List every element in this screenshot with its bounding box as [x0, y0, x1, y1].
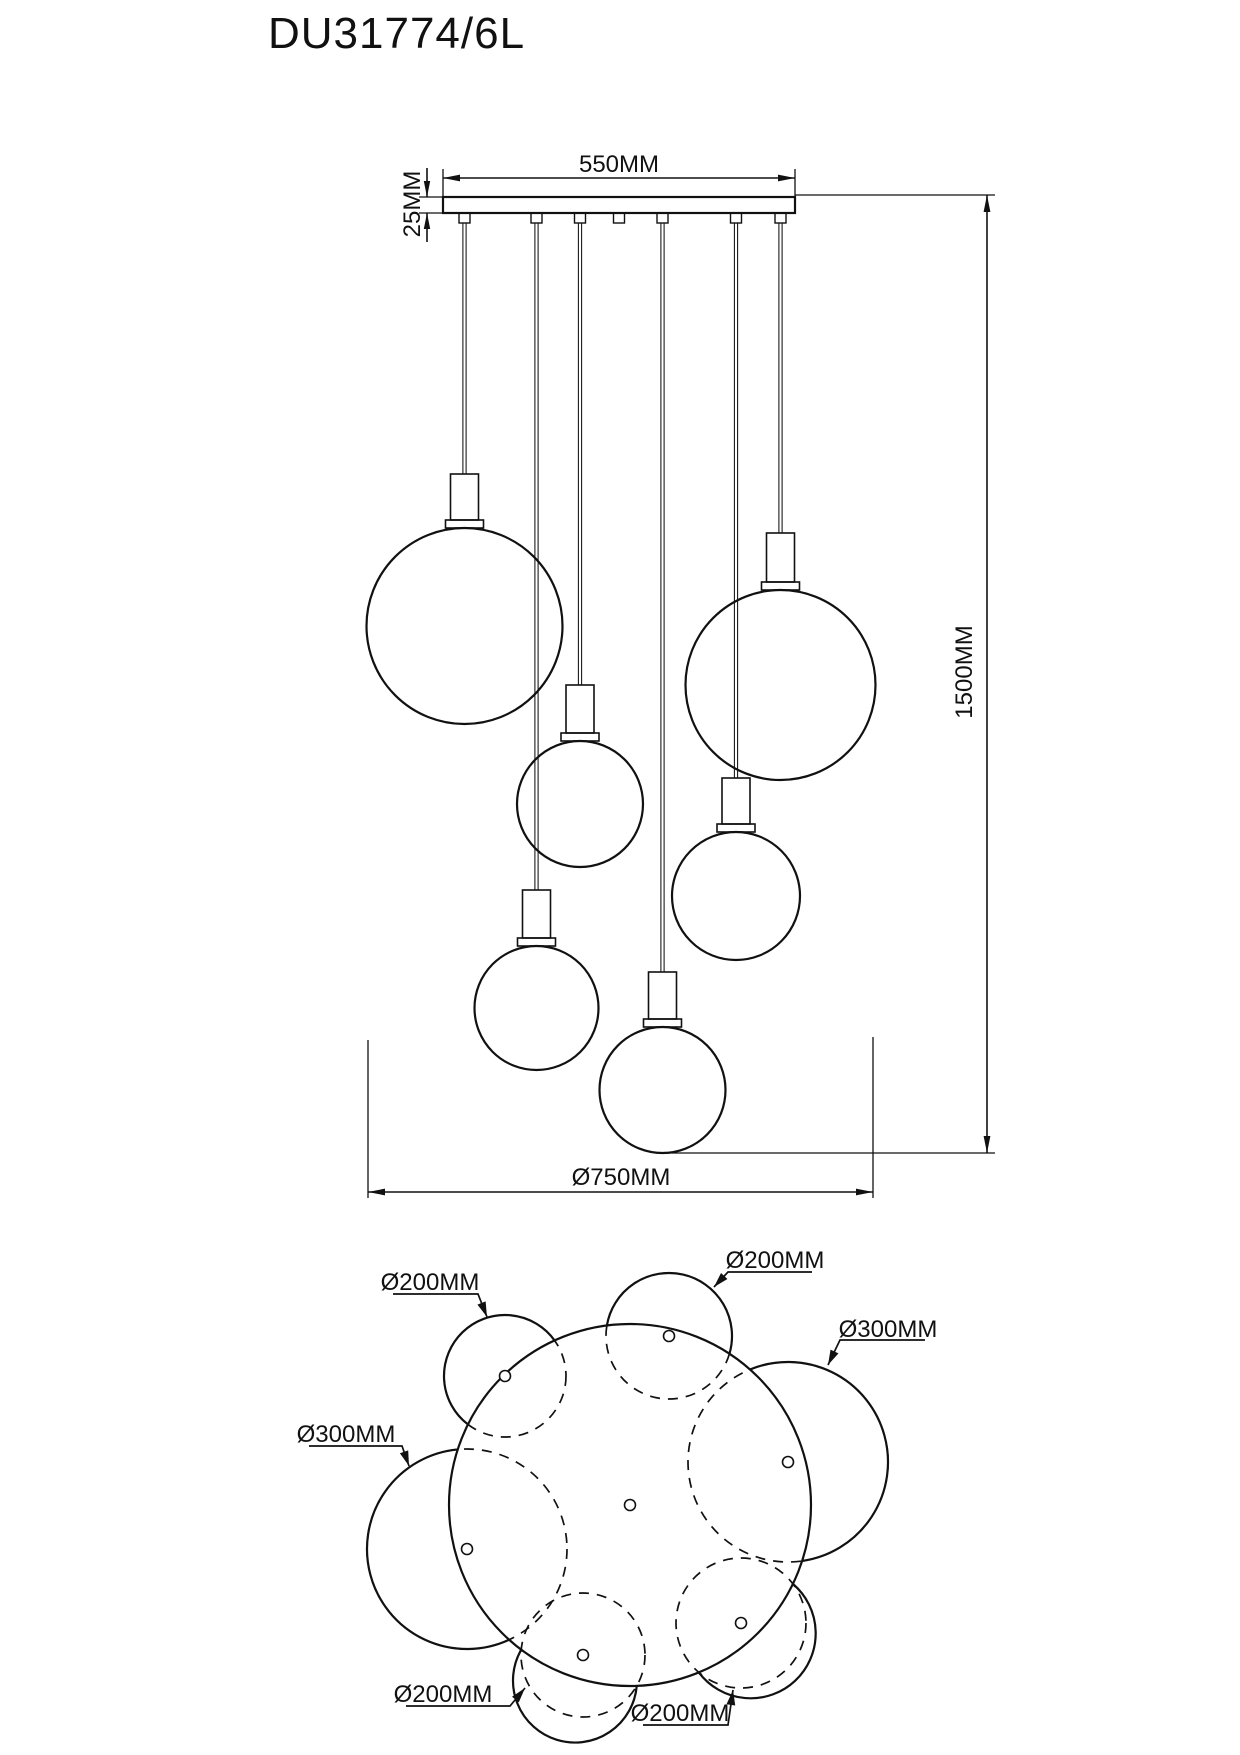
plan-globe-bottom-left-200-cable-hole-dot: [578, 1650, 589, 1661]
leader-left-300-arrowhead: [400, 1450, 409, 1466]
dim-overall-drop-label: 1500MM: [951, 625, 978, 719]
canopy-bar: [443, 197, 795, 213]
plan-label-right-globe: Ø300MM: [838, 1316, 938, 1343]
pendant-5-globe: [672, 832, 800, 960]
pendant-3-globe: [517, 741, 643, 867]
dim-canopy-width-label: 550MM: [578, 151, 660, 178]
cord-stub: [731, 213, 742, 223]
leader-right-300: [828, 1340, 925, 1365]
plan-globe-top-left-200-cable-hole-dot: [500, 1371, 511, 1382]
pendant-5-socket-collar: [717, 824, 755, 832]
dim-spread-diameter-label: Ø750MM: [571, 1164, 671, 1191]
dim-arrow-1500-down: [984, 1136, 991, 1153]
leader-top-right-200: [714, 1272, 812, 1287]
dim-arrow-750-left: [368, 1189, 385, 1196]
cable-entry-stub: [614, 213, 625, 223]
pendant-6-socket: [767, 533, 795, 582]
plan-globe-bottom-right-200-visible: [699, 1584, 816, 1698]
pendant-5-socket: [722, 778, 750, 824]
pendant-2-socket-collar: [518, 938, 556, 946]
plan-globe-top-right-200-cable-hole-dot: [664, 1331, 675, 1342]
dim-canopy-height-label: 25MM: [399, 170, 426, 238]
dim-arrow-750-right: [856, 1189, 873, 1196]
plan-label-top-right-globe: Ø200MM: [725, 1247, 825, 1274]
pendant-4-socket-collar: [644, 1019, 682, 1027]
dim-arrow-550-right: [778, 175, 795, 182]
plan-label-bottom-left-globe: Ø200MM: [393, 1681, 493, 1708]
plan-label-bottom-right-globe: Ø200MM: [630, 1700, 730, 1727]
plan-globe-left-300-visible: [367, 1449, 509, 1649]
plan-label-top-left-globe: Ø200MM: [380, 1269, 480, 1296]
dim-arrow-550-left: [443, 175, 460, 182]
drawing-line-work: [309, 168, 995, 1743]
pendant-6-socket-collar: [762, 582, 800, 590]
product-code-title: DU31774/6L: [268, 9, 526, 58]
pendant-1-globe: [367, 528, 563, 724]
cord-stub: [459, 213, 470, 223]
pendant-4-socket: [649, 972, 677, 1019]
plan-globe-bottom-left-200-visible: [513, 1650, 637, 1743]
pendant-2-globe: [475, 946, 599, 1070]
plan-globe-bottom-right-200-cable-hole-dot: [736, 1618, 747, 1629]
plan-globe-top-left-200-visible: [444, 1315, 555, 1424]
cord-stub: [531, 213, 542, 223]
cord-stub: [657, 213, 668, 223]
dim-arrow-1500-up: [984, 195, 991, 212]
plan-center-dot: [625, 1500, 636, 1511]
pendant-1-socket-collar: [446, 520, 484, 528]
pendant-6-globe: [686, 590, 876, 780]
pendant-4-globe: [600, 1027, 726, 1153]
leader-left-300: [309, 1446, 409, 1466]
leader-top-left-200: [393, 1294, 487, 1317]
plan-globe-right-300-cable-hole-dot: [783, 1457, 794, 1468]
pendant-3-socket: [566, 685, 594, 733]
pendant-1-socket: [451, 474, 479, 520]
pendant-3-socket-collar: [561, 733, 599, 741]
leader-top-left-200-arrowhead: [477, 1301, 487, 1317]
pendant-2-socket: [523, 890, 551, 938]
plan-globe-left-300-cable-hole-dot: [462, 1544, 473, 1555]
cord-stub: [575, 213, 586, 223]
plan-label-left-globe: Ø300MM: [296, 1421, 396, 1448]
leader-right-300-arrowhead: [828, 1350, 838, 1365]
cord-stub: [775, 213, 786, 223]
